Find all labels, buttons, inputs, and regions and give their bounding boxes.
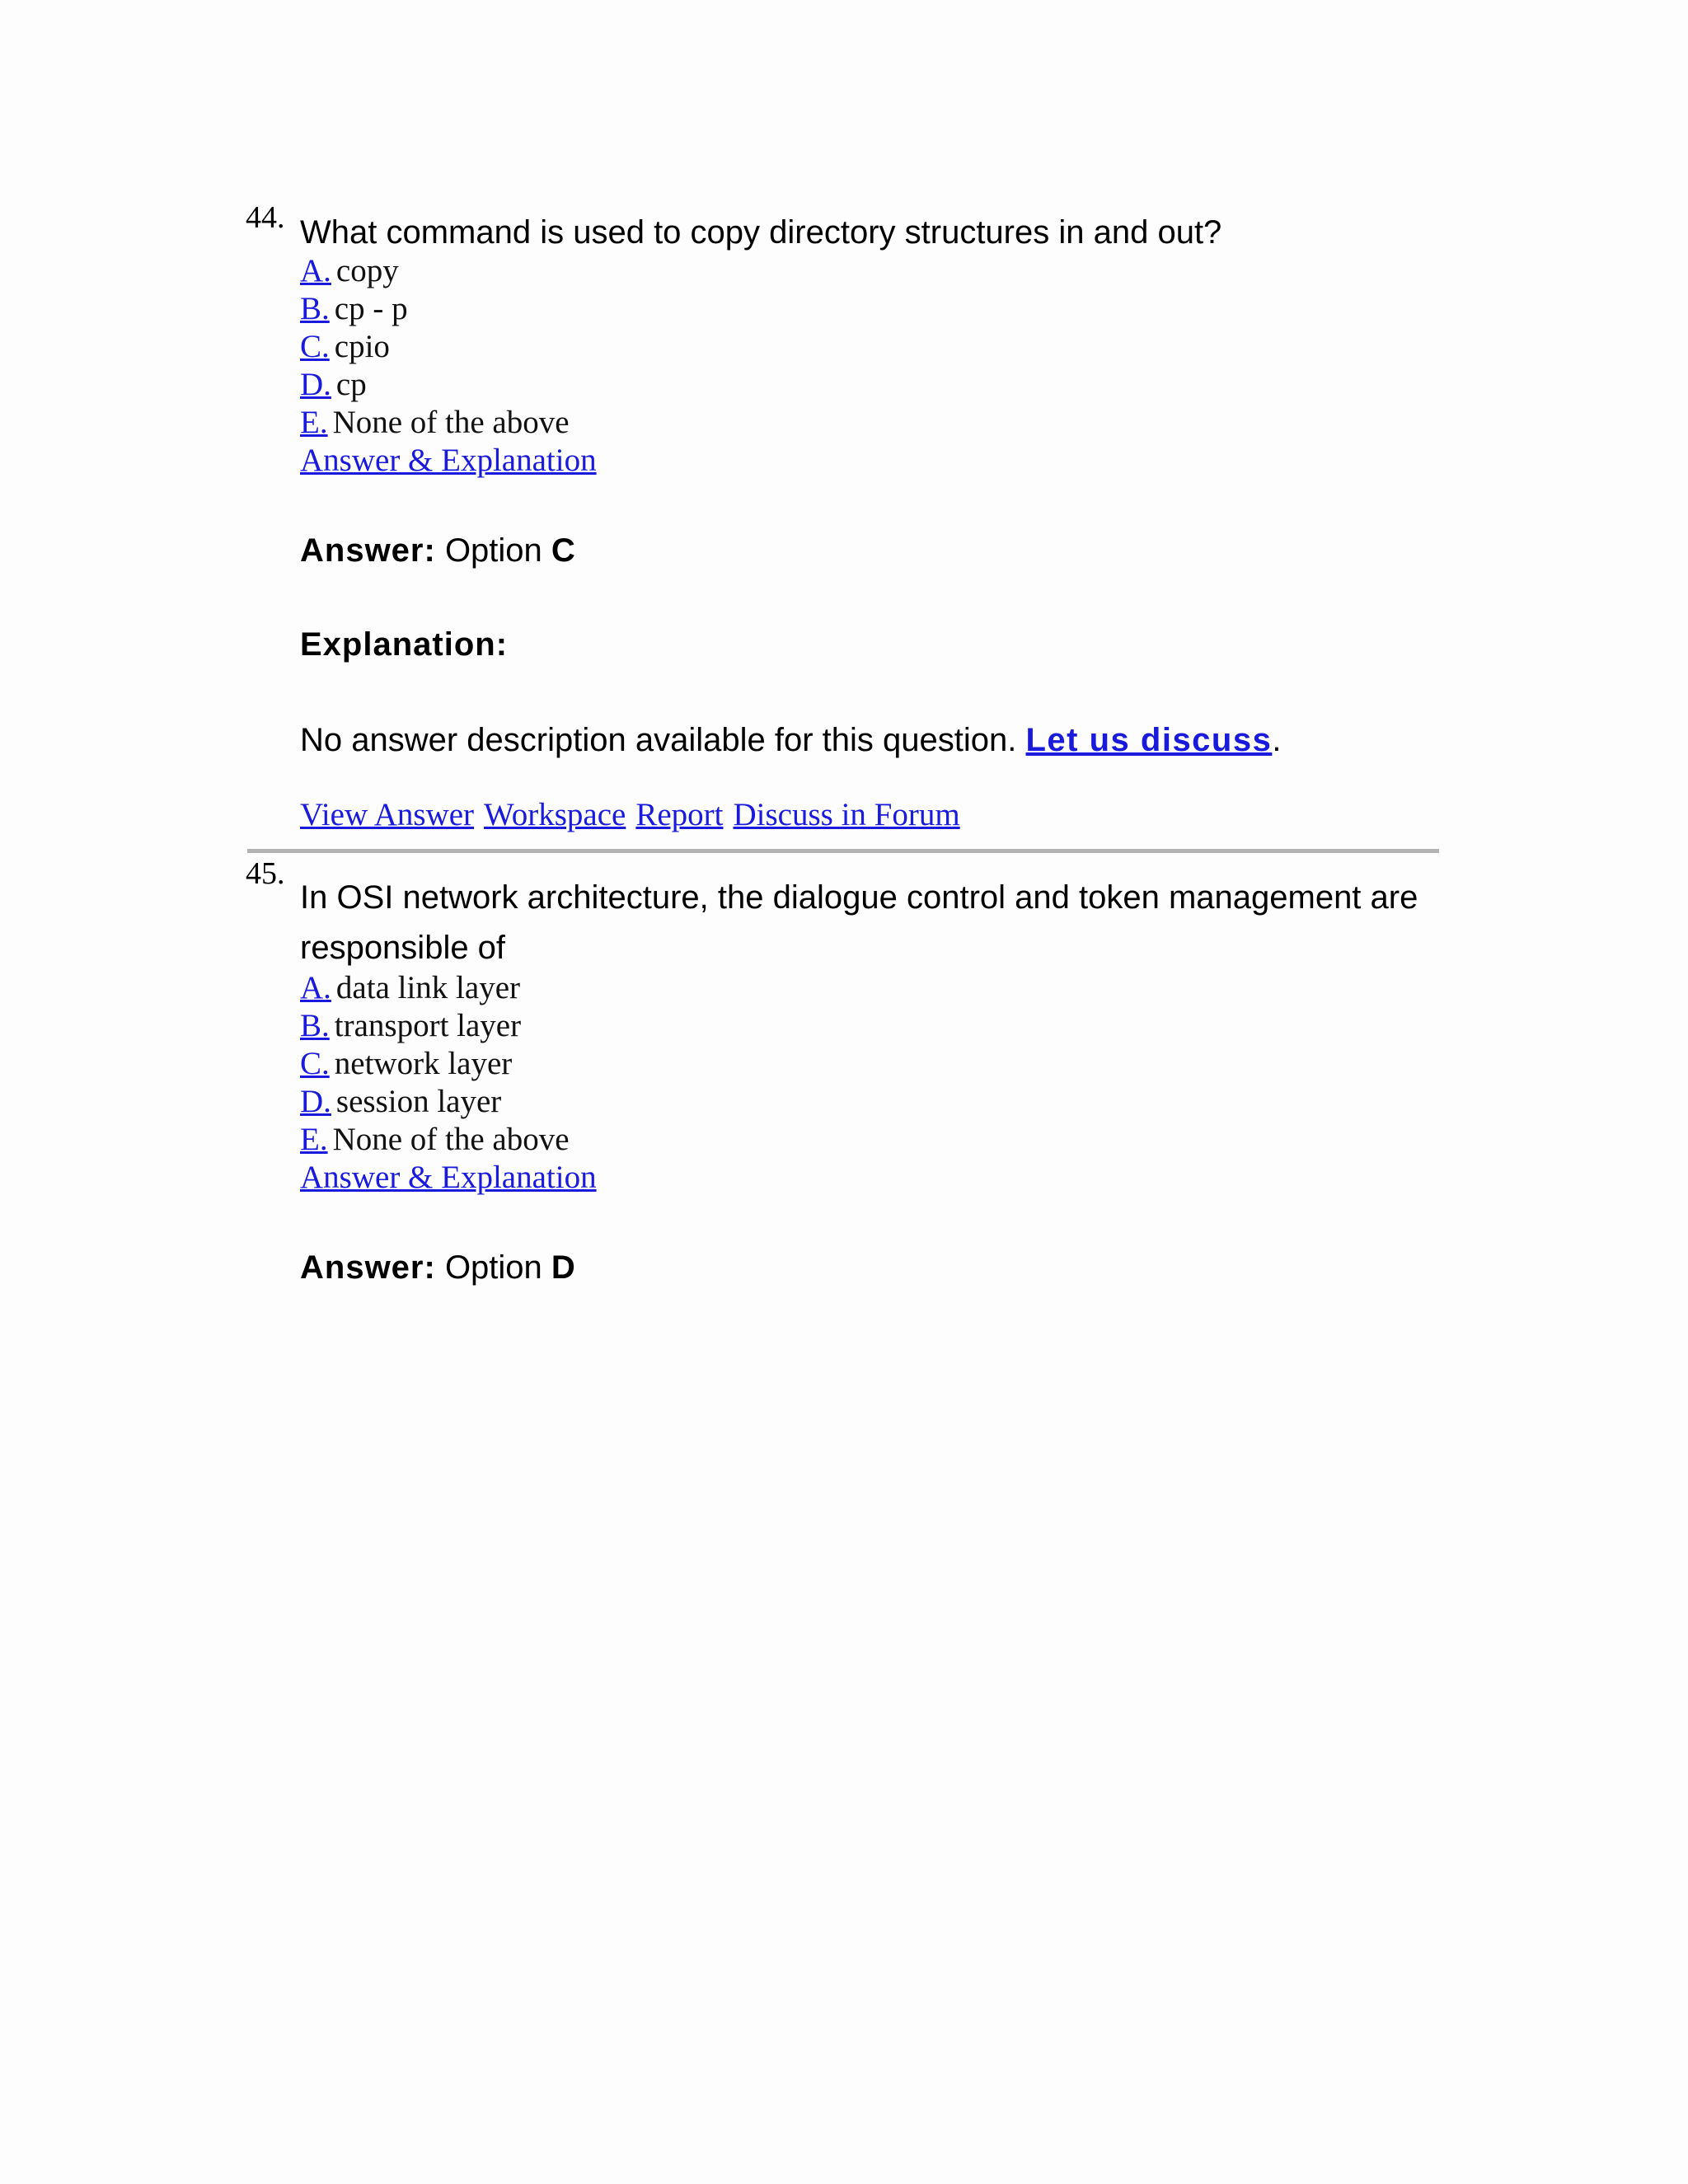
answer-label: Answer: <box>300 1249 436 1286</box>
answer-toggle-row <box>300 1159 1441 1197</box>
answer-option: C <box>551 532 575 569</box>
explanation-text <box>300 720 1441 760</box>
question-text-line1: In OSI network architecture, the dialogue control and token management are <box>300 879 1418 916</box>
option-text: cp <box>335 367 367 402</box>
let-us-discuss-link[interactable]: Let us discuss <box>1025 722 1273 758</box>
explanation-label: Explanation: <box>300 626 509 663</box>
answer-explanation-link[interactable]: Answer & Explanation <box>300 1160 597 1195</box>
option-e-link[interactable]: E. <box>300 1122 328 1157</box>
view-answer-link[interactable]: View Answer <box>300 797 475 832</box>
option-d <box>300 366 1441 404</box>
option-c <box>300 328 1441 366</box>
option-b <box>300 1007 1441 1045</box>
option-text: network layer <box>334 1046 513 1081</box>
question-number: 45. <box>246 856 285 891</box>
option-e <box>300 404 1441 442</box>
option-b <box>300 290 1441 328</box>
question-number: 44. <box>246 200 285 235</box>
discuss-in-forum-link[interactable]: Discuss in Forum <box>733 797 960 832</box>
action-links <box>300 796 1441 834</box>
question-divider <box>247 849 1439 853</box>
option-a <box>300 252 1441 290</box>
option-text: cp - p <box>334 291 408 326</box>
question-text: What command is used to copy directory structures in and out? <box>300 214 1222 251</box>
report-link[interactable]: Report <box>635 797 724 832</box>
question-body <box>300 213 1441 834</box>
explanation-body: No answer description available for this question. <box>300 722 1017 758</box>
answer-option: D <box>551 1249 575 1286</box>
workspace-link[interactable]: Workspace <box>484 797 626 832</box>
option-text: transport layer <box>334 1008 522 1043</box>
question-text-line2: responsible of <box>300 930 506 966</box>
option-b-link[interactable]: B. <box>300 1008 330 1043</box>
option-c-link[interactable]: C. <box>300 329 330 364</box>
option-list <box>300 252 1441 442</box>
option-d-link[interactable]: D. <box>300 367 331 402</box>
option-a-link[interactable]: A. <box>300 253 331 288</box>
answer-prefix: Option <box>444 532 542 569</box>
option-text: cpio <box>334 329 390 364</box>
option-e-link[interactable]: E. <box>300 405 328 440</box>
option-text: copy <box>335 253 399 288</box>
question-body <box>300 869 1441 1287</box>
option-c-link[interactable]: C. <box>300 1046 330 1081</box>
answer-prefix: Option <box>444 1249 542 1286</box>
answer-explanation-link[interactable]: Answer & Explanation <box>300 443 597 478</box>
option-list <box>300 969 1441 1159</box>
option-text: data link layer <box>335 970 520 1005</box>
answer-line <box>300 1248 1441 1287</box>
answer-toggle-row <box>300 442 1441 480</box>
option-a <box>300 969 1441 1007</box>
option-a-link[interactable]: A. <box>300 970 331 1005</box>
option-d <box>300 1083 1441 1121</box>
option-text: None of the above <box>332 1122 570 1157</box>
answer-line <box>300 531 1441 570</box>
option-text: None of the above <box>332 405 570 440</box>
option-e <box>300 1121 1441 1159</box>
explanation-end: . <box>1272 722 1282 758</box>
option-c <box>300 1045 1441 1083</box>
option-d-link[interactable]: D. <box>300 1084 331 1119</box>
option-b-link[interactable]: B. <box>300 291 330 326</box>
option-text: session layer <box>335 1084 502 1119</box>
answer-label: Answer: <box>300 532 436 569</box>
